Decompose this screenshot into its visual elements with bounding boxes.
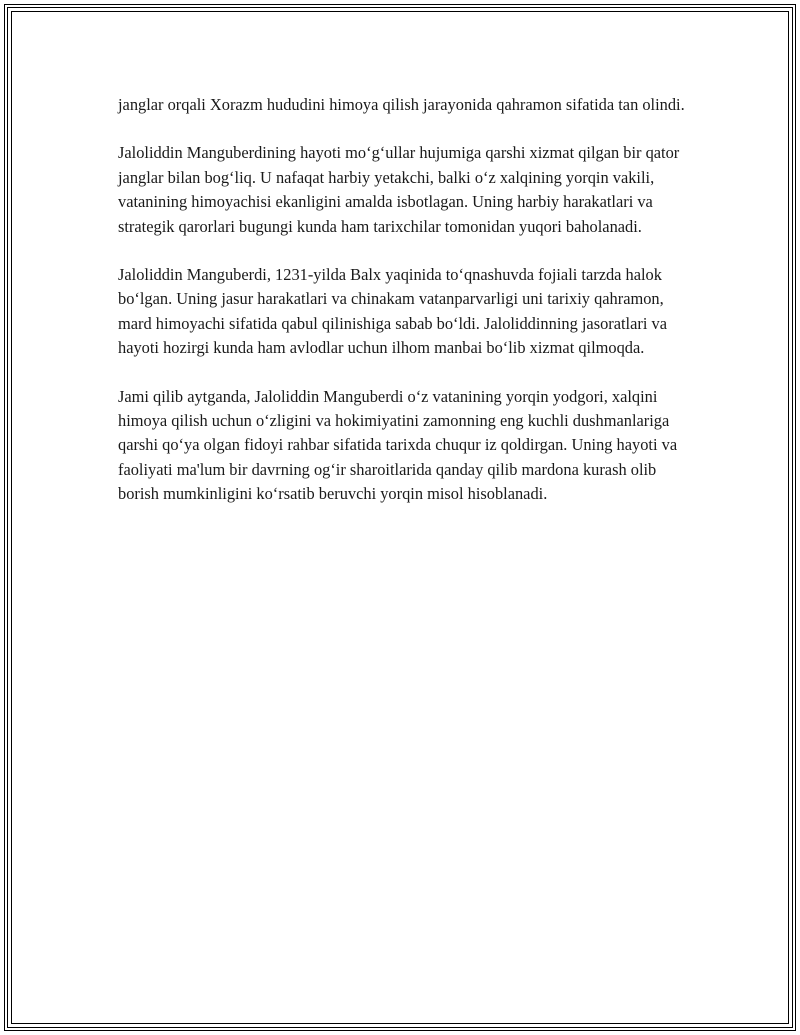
paragraph-1: janglar orqali Xorazm hududini himoya qilish jarayonida qahramon sifatida tan olindi. [118, 95, 685, 114]
paragraph-3: Jaloliddin Manguberdi, 1231-yilda Balx yaqinida to‘qnashuvda fojiali tarzda halok bo‘lgan. Uning jasur harakatlari va chinakam vatanparvarligi uni tarixiy qahramon, mard himoyachi sifatida qabul qilinishiga sabab bo‘ldi. Jaloliddinning jasoratlari va hayoti hozirgi kunda ham avlodlar uchun ilhom manbai bo‘lib xizmat qilmoqda. [118, 265, 667, 358]
paragraph-2: Jaloliddin Manguberdining hayoti mo‘g‘ullar hujumiga qarshi xizmat qilgan bir qator janglar bilan bog‘liq. U nafaqat harbiy yetakchi, balki o‘z xalqining yorqin vakili, vatanining himoyachisi ekanligini amalda isbotlagan. Uning harbiy harakatlari va strategik qarorlari bugungi kunda ham tarixchilar tomonidan yuqori baholanadi. [118, 143, 680, 236]
document-body [118, 93, 693, 531]
paragraph-4: Jami qilib aytganda, Jaloliddin Manguberdi o‘z vatanining yorqin yodgori, xalqini himoya qilish uchun o‘zligini va hokimiyatini zamonning eng kuchli dushmanlariga qarshi qo‘ya olgan fidoyi rahbar sifatida tarixda chuqur iz qoldirgan. Uning hayoti va faoliyati ma'lum bir davrning og‘ir sharoitlarida qanday qilib mardona kurash olib borish mumkinligini ko‘rsatib beruvchi yorqin misol hisoblanadi. [118, 386, 678, 504]
